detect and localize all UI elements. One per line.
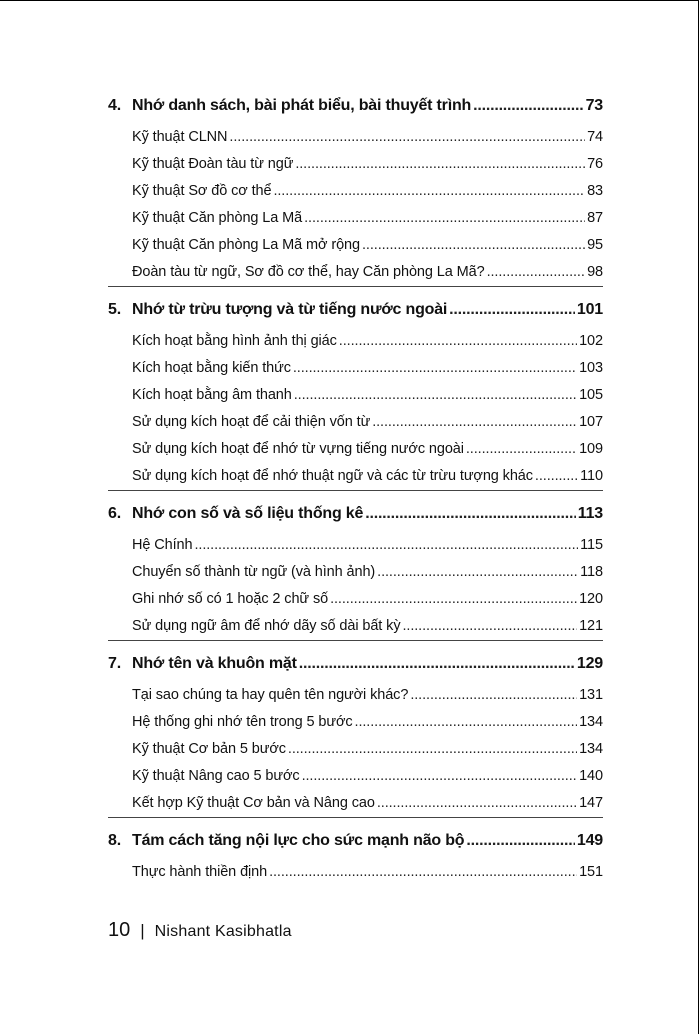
subsection-title: Kích hoạt bằng âm thanh xyxy=(132,387,292,403)
dot-leader xyxy=(365,501,576,527)
chapter-title: Nhớ tên và khuôn mặt xyxy=(132,655,297,672)
toc-subsection-entry[interactable] xyxy=(108,613,603,640)
subsection-title: Thực hành thiền định xyxy=(132,864,268,880)
dot-leader xyxy=(466,828,575,854)
chapter-title: Nhớ danh sách, bài phát biểu, bài thuyết trình xyxy=(132,97,472,114)
footer-author: Nishant Kasibhatla xyxy=(154,923,292,940)
subsection-page-number: 102 xyxy=(579,333,603,349)
toc-subsection-entry[interactable] xyxy=(108,682,603,709)
chapter-number: 7. xyxy=(108,655,121,672)
dot-leader xyxy=(299,651,575,677)
dot-leader xyxy=(229,124,585,150)
chapter-page-number: 149 xyxy=(576,832,603,849)
toc-chapter-section xyxy=(108,651,603,818)
dot-leader xyxy=(194,532,578,558)
subsection-page-number: 121 xyxy=(579,618,603,634)
dot-leader xyxy=(362,232,585,258)
toc-subsection-entry[interactable] xyxy=(108,124,603,151)
dot-leader xyxy=(302,763,578,789)
dot-leader xyxy=(269,859,577,885)
dot-leader xyxy=(487,259,586,285)
chapter-number: 8. xyxy=(108,832,121,849)
chapter-page-number: 113 xyxy=(577,505,603,522)
subsection-title: Kỹ thuật Nâng cao 5 bước xyxy=(132,768,300,784)
subsection-page-number: 118 xyxy=(580,564,603,580)
dot-leader xyxy=(449,297,575,323)
toc-chapter-entry[interactable] xyxy=(108,297,603,328)
subsection-title: Ghi nhớ số có 1 hoặc 2 chữ số xyxy=(132,591,329,607)
toc-subsection-entry[interactable] xyxy=(108,328,603,355)
dot-leader xyxy=(330,586,577,612)
toc-subsection-entry[interactable] xyxy=(108,559,603,586)
toc-chapter-section xyxy=(108,828,603,886)
subsection-page-number: 120 xyxy=(579,591,603,607)
subsection-title: Sử dụng kích hoạt để nhớ từ vựng tiếng nước ngoài xyxy=(132,441,464,457)
toc-subsection-entry[interactable] xyxy=(108,859,603,886)
subsection-title: Kỹ thuật CLNN xyxy=(132,129,228,145)
subsection-title: Hệ Chính xyxy=(132,537,193,553)
chapter-number: 5. xyxy=(108,301,121,318)
dot-leader xyxy=(535,463,578,489)
subsection-title: Hệ thống ghi nhớ tên trong 5 bước xyxy=(132,714,353,730)
dot-leader xyxy=(339,328,577,354)
subsection-page-number: 110 xyxy=(580,468,603,484)
toc-subsection-entry[interactable] xyxy=(108,178,603,205)
subsection-page-number: 98 xyxy=(587,264,603,280)
dot-leader xyxy=(355,709,578,735)
subsection-page-number: 134 xyxy=(579,714,603,730)
dot-leader xyxy=(293,355,577,381)
dot-leader xyxy=(402,613,577,639)
toc-subsection-entry[interactable] xyxy=(108,409,603,436)
footer-separator: | xyxy=(140,921,145,940)
subsection-page-number: 95 xyxy=(587,237,603,253)
subsection-page-number: 134 xyxy=(579,741,603,757)
chapter-title: Nhớ từ trừu tượng và từ tiếng nước ngoài xyxy=(132,301,448,318)
subsection-page-number: 105 xyxy=(579,387,603,403)
subsection-title: Kỹ thuật Cơ bản 5 bước xyxy=(132,741,286,757)
chapter-page-number: 101 xyxy=(576,301,603,318)
toc-chapter-entry[interactable] xyxy=(108,93,603,124)
dot-leader xyxy=(473,93,584,119)
toc-chapter-section xyxy=(108,93,603,287)
toc-chapter-section xyxy=(108,297,603,491)
chapter-title: Nhớ con số và số liệu thống kê xyxy=(132,505,364,522)
subsection-page-number: 140 xyxy=(579,768,603,784)
chapter-page-number: 73 xyxy=(585,97,603,114)
toc-subsection-entry[interactable] xyxy=(108,151,603,178)
subsection-page-number: 131 xyxy=(579,687,603,703)
dot-leader xyxy=(294,382,577,408)
dot-leader xyxy=(273,178,585,204)
chapter-number: 6. xyxy=(108,505,121,522)
subsection-title: Đoàn tàu từ ngữ, Sơ đồ cơ thể, hay Căn phòng La Mã? xyxy=(132,264,485,280)
subsection-page-number: 151 xyxy=(579,864,603,880)
dot-leader xyxy=(377,559,578,585)
subsection-page-number: 103 xyxy=(579,360,603,376)
subsection-title: Sử dụng kích hoạt để cải thiện vốn từ xyxy=(132,414,371,430)
chapter-title: Tám cách tăng nội lực cho sức mạnh não bộ xyxy=(132,832,465,849)
subsection-title: Kỹ thuật Sơ đồ cơ thể xyxy=(132,183,272,199)
dot-leader xyxy=(410,682,577,708)
toc-subsection-entry[interactable] xyxy=(108,763,603,790)
table-of-contents xyxy=(108,93,603,896)
subsection-title: Kích hoạt bằng kiến thức xyxy=(132,360,291,376)
subsection-page-number: 87 xyxy=(587,210,603,226)
subsection-title: Sử dụng kích hoạt để nhớ thuật ngữ và các từ trừu tượng khác xyxy=(132,468,533,484)
toc-chapter-entry[interactable] xyxy=(108,501,603,532)
toc-subsection-entry[interactable] xyxy=(108,736,603,763)
dot-leader xyxy=(466,436,577,462)
toc-subsection-entry[interactable] xyxy=(108,436,603,463)
toc-subsection-entry[interactable] xyxy=(108,355,603,382)
chapter-page-number: 129 xyxy=(576,655,603,672)
subsection-title: Tại sao chúng ta hay quên tên người khác? xyxy=(132,687,409,703)
toc-subsection-entry[interactable] xyxy=(108,532,603,559)
subsection-title: Kết hợp Kỹ thuật Cơ bản và Nâng cao xyxy=(132,795,375,811)
footer-page-number: 10 xyxy=(108,919,131,941)
dot-leader xyxy=(295,151,585,177)
subsection-title: Chuyển số thành từ ngữ (và hình ảnh) xyxy=(132,564,376,580)
toc-subsection-entry[interactable] xyxy=(108,205,603,232)
subsection-title: Kỹ thuật Đoàn tàu từ ngữ xyxy=(132,156,294,172)
subsection-page-number: 147 xyxy=(579,795,603,811)
subsection-title: Kỹ thuật Căn phòng La Mã mở rộng xyxy=(132,237,360,253)
chapter-number: 4. xyxy=(108,97,121,114)
subsection-page-number: 107 xyxy=(579,414,603,430)
dot-leader xyxy=(377,790,577,816)
toc-chapter-entry[interactable] xyxy=(108,651,603,682)
toc-subsection-entry[interactable] xyxy=(108,463,603,490)
page-footer xyxy=(108,919,292,942)
toc-subsection-entry[interactable] xyxy=(108,232,603,259)
subsection-page-number: 109 xyxy=(579,441,603,457)
toc-chapter-entry[interactable] xyxy=(108,828,603,859)
toc-subsection-entry[interactable] xyxy=(108,259,603,286)
toc-subsection-entry[interactable] xyxy=(108,382,603,409)
toc-chapter-section xyxy=(108,501,603,641)
toc-subsection-entry[interactable] xyxy=(108,709,603,736)
toc-subsection-entry[interactable] xyxy=(108,790,603,817)
dot-leader xyxy=(288,736,577,762)
subsection-title: Sử dụng ngữ âm để nhớ dãy số dài bất kỳ xyxy=(132,618,401,634)
subsection-title: Kỹ thuật Căn phòng La Mã xyxy=(132,210,303,226)
subsection-page-number: 83 xyxy=(587,183,603,199)
subsection-page-number: 74 xyxy=(587,129,603,145)
subsection-page-number: 115 xyxy=(580,537,603,553)
subsection-page-number: 76 xyxy=(587,156,603,172)
toc-subsection-entry[interactable] xyxy=(108,586,603,613)
dot-leader xyxy=(372,409,577,435)
subsection-title: Kích hoạt bằng hình ảnh thị giác xyxy=(132,333,337,349)
dot-leader xyxy=(304,205,585,231)
